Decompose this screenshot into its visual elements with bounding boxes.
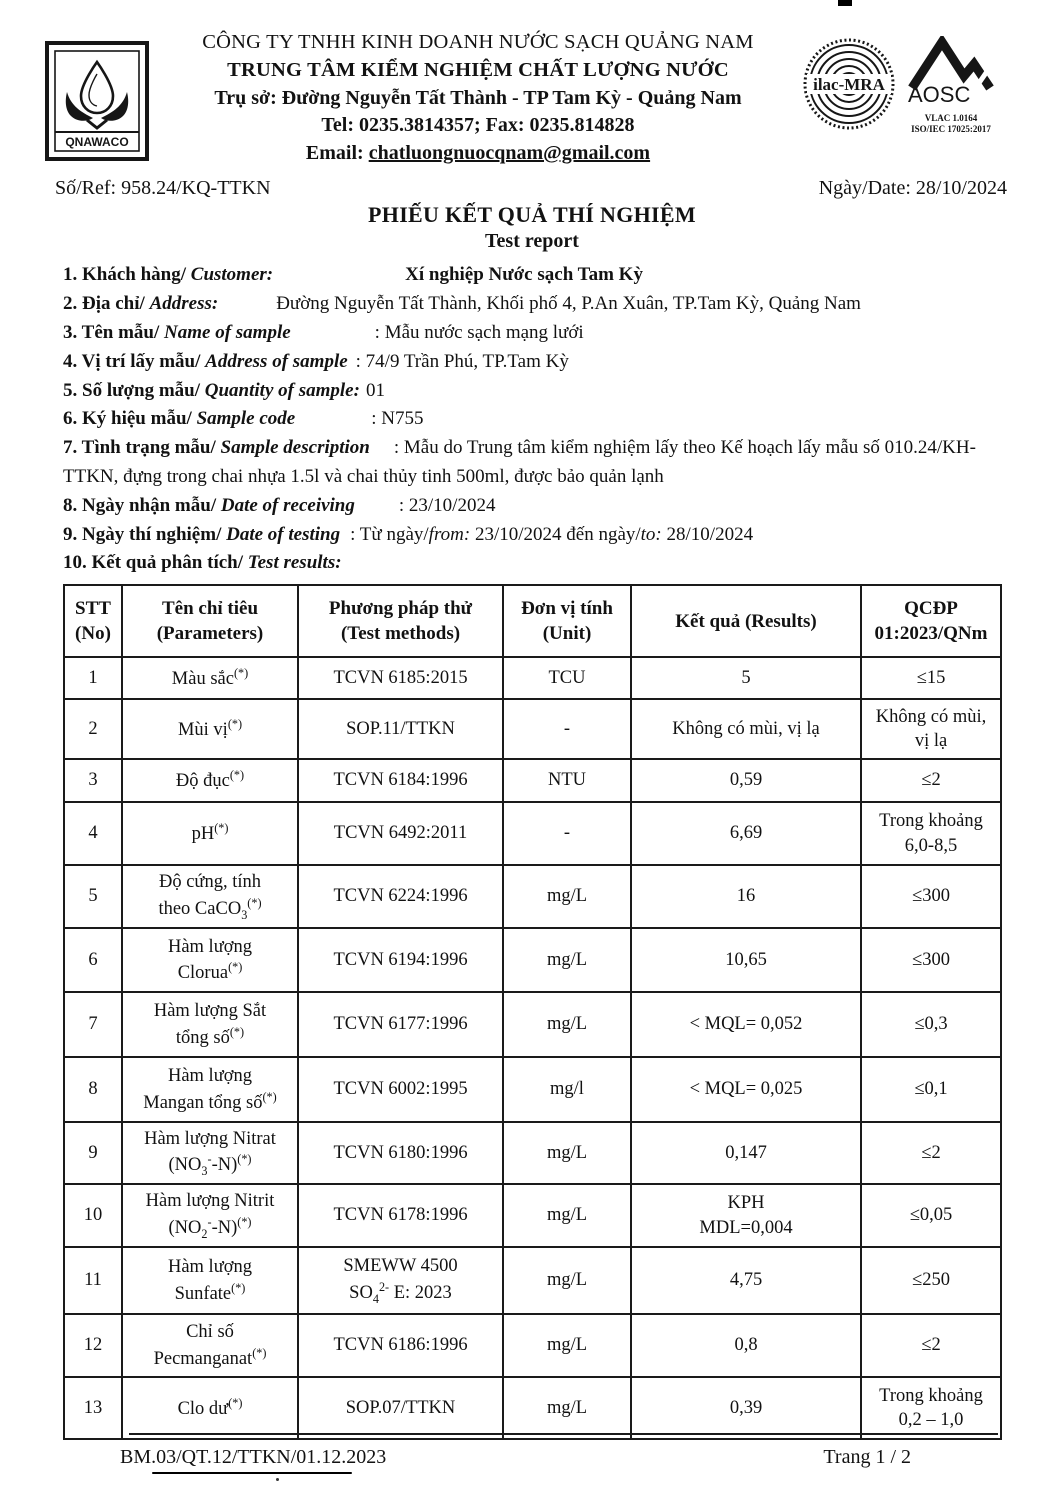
svg-text:ilac-MRA: ilac-MRA (813, 75, 885, 94)
cell-limit: ≤2 (861, 759, 1001, 802)
cell-parameter: Clo dư(*) (122, 1377, 298, 1439)
report-field (63, 405, 1001, 434)
field-text: 10. Kết quả phân tích/ (63, 552, 248, 574)
cell-result: Không có mùi, vị lạ (631, 699, 861, 759)
field-text: 9. Ngày thí nghiệm/ (63, 523, 227, 545)
report-field (63, 492, 1001, 521)
result-row (64, 1314, 1001, 1377)
cell-limit: ≤2 (861, 1314, 1001, 1377)
cell-limit: ≤2 (861, 1122, 1001, 1184)
report-field (63, 348, 1001, 377)
cell-stt: 1 (64, 657, 122, 699)
cell-result: 0,147 (631, 1122, 861, 1184)
cell-unit: mg/L (503, 928, 631, 992)
field-text: Đường Nguyễn Tất Thành, Khối phố 4, P.An Xuân, TP.Tam Kỳ, Quảng Nam (276, 293, 861, 315)
cell-limit: Trong khoảng 0,2 – 1,0 (861, 1377, 1001, 1439)
qnawaco-logo (43, 40, 155, 167)
cell-limit: ≤15 (861, 657, 1001, 699)
scan-artifact-line (152, 1472, 352, 1474)
cell-limit: Không có mùi, vị lạ (861, 699, 1001, 759)
cell-result: 4,75 (631, 1247, 861, 1314)
cell-parameter: Mùi vị(*) (122, 699, 298, 759)
field-text: 4. Vị trí lấy mẫu/ (63, 350, 206, 372)
field-text: Date of testing (226, 523, 341, 545)
cell-unit: NTU (503, 759, 631, 802)
cell-result: 10,65 (631, 928, 861, 992)
cell-parameter: Hàm lượng Clorua(*) (122, 928, 298, 992)
report-title-en: Test report (485, 230, 579, 253)
field-text: : Từ ngày/ (350, 523, 429, 545)
cell-parameter: Hàm lượng Sunfate(*) (122, 1247, 298, 1314)
results-table-body (64, 657, 1001, 1439)
col-header-stt: STT (No) (64, 585, 122, 657)
ilac-mra-logo (801, 36, 901, 141)
cell-stt: 12 (64, 1314, 122, 1377)
cell-unit: TCU (503, 657, 631, 699)
report-title-vi: PHIẾU KẾT QUẢ THÍ NGHIỆM (368, 202, 696, 228)
result-row (64, 759, 1001, 802)
report-field (63, 521, 1001, 550)
cell-stt: 5 (64, 865, 122, 928)
cell-method: TCVN 6002:1995 (298, 1057, 503, 1122)
cell-limit: ≤0,1 (861, 1057, 1001, 1122)
results-table-head (64, 585, 1001, 657)
report-ref-number: Số/Ref: 958.24/KQ-TTKN (55, 177, 271, 200)
cell-unit: mg/L (503, 1184, 631, 1247)
cell-result: 6,69 (631, 802, 861, 865)
field-text: 1. Khách hàng/ (63, 264, 191, 286)
field-text: Address: (149, 293, 219, 315)
cell-limit: ≤0,05 (861, 1184, 1001, 1247)
result-row (64, 992, 1001, 1057)
col-header-parameter: Tên chỉ tiêu (Parameters) (122, 585, 298, 657)
qnawaco-logo-icon (43, 40, 151, 162)
report-field (63, 261, 1001, 290)
field-text: 5. Số lượng mẫu/ (63, 379, 205, 401)
field-text: : N755 (371, 408, 424, 430)
cell-stt: 7 (64, 992, 122, 1057)
accreditation-logos (801, 36, 1001, 141)
aosc-vlac-code: VLAC 1.0164 (924, 113, 978, 123)
cell-result: 0,39 (631, 1377, 861, 1439)
cell-result: 0,59 (631, 759, 861, 802)
cell-method: TCVN 6177:1996 (298, 992, 503, 1057)
page-number: Trang 1 / 2 (823, 1446, 911, 1469)
report-date: Ngày/Date: 28/10/2024 (818, 177, 1007, 200)
field-text: : Mẫu nước sạch mạng lưới (374, 321, 584, 343)
report-title (63, 202, 1001, 253)
report-fields (63, 261, 1001, 578)
cell-method: TCVN 6492:2011 (298, 802, 503, 865)
result-row (64, 1377, 1001, 1439)
header-row (64, 585, 1001, 657)
scan-artifact-dot (276, 1478, 279, 1481)
cell-method: SOP.11/TTKN (298, 699, 503, 759)
document-header (63, 26, 1001, 167)
cell-method: SOP.07/TTKN (298, 1377, 503, 1439)
result-row (64, 657, 1001, 699)
cell-unit: mg/l (503, 1057, 631, 1122)
cell-result: 0,8 (631, 1314, 861, 1377)
field-text: Date of receiving (220, 494, 355, 516)
cell-stt: 8 (64, 1057, 122, 1122)
report-field (63, 319, 1001, 348)
aosc-iso-code: ISO/IEC 17025:2017 (911, 124, 991, 135)
field-text: from: (428, 523, 471, 545)
result-row (64, 1122, 1001, 1184)
report-field (63, 290, 1001, 319)
cell-parameter: Màu sắc(*) (122, 657, 298, 699)
field-text: Name of sample (164, 321, 291, 343)
cell-result: 16 (631, 865, 861, 928)
cell-unit: mg/L (503, 1122, 631, 1184)
form-code: BM.03/QT.12/TTKN/01.12.2023 (120, 1446, 387, 1469)
svg-text:QNAWACO: QNAWACO (65, 135, 129, 149)
cell-parameter: pH(*) (122, 802, 298, 865)
header-center (155, 28, 801, 167)
cell-parameter: Độ cứng, tính theo CaCO$_3$(*) (122, 865, 298, 928)
field-text: 28/10/2024 (661, 523, 754, 545)
results-table (63, 584, 1002, 1440)
cell-parameter: Hàm lượng Mangan tổng số(*) (122, 1057, 298, 1122)
field-text: 3. Tên mẫu/ (63, 321, 165, 343)
cell-result: KPH MDL=0,004 (631, 1184, 861, 1247)
field-text: : 74/9 Trần Phú, TP.Tam Kỳ (355, 350, 569, 372)
result-row (64, 865, 1001, 928)
cell-parameter: Độ đục(*) (122, 759, 298, 802)
cell-parameter: Chỉ số Pecmanganat(*) (122, 1314, 298, 1377)
cell-method: TCVN 6194:1996 (298, 928, 503, 992)
field-text: Address of sample (205, 350, 348, 372)
field-text: 2. Địa chỉ/ (63, 293, 150, 315)
cell-result: < MQL= 0,052 (631, 992, 861, 1057)
cell-stt: 2 (64, 699, 122, 759)
cell-stt: 10 (64, 1184, 122, 1247)
field-text: 8. Ngày nhận mẫu/ (63, 494, 221, 516)
cell-unit: - (503, 699, 631, 759)
cell-parameter: Hàm lượng Nitrat $(NO_3^--N)^{(*)}$ (122, 1122, 298, 1184)
report-field (63, 549, 1001, 578)
cell-limit: ≤300 (861, 928, 1001, 992)
cell-unit: mg/L (503, 1247, 631, 1314)
email-line (155, 140, 801, 168)
field-text: 6. Ký hiệu mẫu/ (63, 408, 197, 430)
cell-limit: Trong khoảng 6,0-8,5 (861, 802, 1001, 865)
result-row (64, 1184, 1001, 1247)
cell-stt: 9 (64, 1122, 122, 1184)
field-text: Test results: (247, 552, 342, 574)
company-name: CÔNG TY TNHH KINH DOANH NƯỚC SẠCH QUẢNG NAM (202, 31, 754, 53)
result-row (64, 802, 1001, 865)
cell-limit: ≤250 (861, 1247, 1001, 1314)
field-text: 7. Tình trạng mẫu/ (63, 437, 221, 459)
field-text: Sample code (196, 408, 296, 430)
cell-stt: 3 (64, 759, 122, 802)
cell-method: TCVN 6178:1996 (298, 1184, 503, 1247)
cell-method: TCVN 6185:2015 (298, 657, 503, 699)
cell-stt: 13 (64, 1377, 122, 1439)
center-name: TRUNG TÂM KIỂM NGHIỆM CHẤT LƯỢNG NƯỚC (227, 59, 729, 82)
result-row (64, 1247, 1001, 1314)
field-text: Customer: (190, 264, 274, 286)
field-text: Quantity of sample: (204, 379, 360, 401)
col-header-method: Phương pháp thử (Test methods) (298, 585, 503, 657)
svg-text:AOSC: AOSC (908, 82, 971, 107)
tel-fax-line: Tel: 0235.3814357; Fax: 0235.814828 (321, 114, 635, 137)
cell-stt: 4 (64, 802, 122, 865)
ilac-mra-icon (801, 36, 897, 136)
cell-parameter: Hàm lượng Sắt tổng số(*) (122, 992, 298, 1057)
cell-method: SMEWW 4500 $SO_4^{2-}$ E: 2023 (298, 1247, 503, 1314)
ref-date-row (55, 177, 1007, 200)
scan-artifact-mark (838, 0, 852, 6)
cell-limit: ≤300 (861, 865, 1001, 928)
cell-stt: 11 (64, 1247, 122, 1314)
email-address: chatluongnuocqnam@gmail.com (368, 141, 651, 164)
result-row (64, 699, 1001, 759)
field-text: 01 (365, 379, 385, 401)
result-row (64, 928, 1001, 992)
table-bottom-rule (129, 1433, 998, 1435)
report-field (63, 377, 1001, 406)
cell-parameter: Hàm lượng Nitrit $(NO_2^--N)^{(*)}$ (122, 1184, 298, 1247)
field-text: 23/10/2024 đến ngày/ (470, 523, 641, 545)
results-table-wrap (63, 584, 1001, 1440)
cell-limit: ≤0,3 (861, 992, 1001, 1057)
field-text: : 23/10/2024 (398, 494, 496, 516)
cell-method: TCVN 6184:1996 (298, 759, 503, 802)
report-field (63, 434, 1001, 492)
col-header-limit: QCĐP 01:2023/QNm (861, 585, 1001, 657)
field-text: Xí nghiệp Nước sạch Tam Kỳ (405, 264, 643, 286)
cell-unit: mg/L (503, 992, 631, 1057)
email-label: Email: (305, 141, 369, 164)
col-header-result: Kết quả (Results) (631, 585, 861, 657)
cell-unit: - (503, 802, 631, 865)
cell-result: 5 (631, 657, 861, 699)
field-text: : Mẫu do Trung tâm kiểm nghiệm lấy theo Kế hoạch lấy mẫu số 010.24/KH-TTKN, đựng trong chai nhựa 1.5l và chai thủy tinh 500ml, được bảo quản lạnh (63, 437, 976, 487)
address-line: Trụ sở: Đường Nguyễn Tất Thành - TP Tam Kỳ - Quảng Nam (214, 86, 742, 109)
cell-method: TCVN 6224:1996 (298, 865, 503, 928)
field-text: Sample description (220, 437, 370, 459)
cell-stt: 6 (64, 928, 122, 992)
aosc-icon (904, 36, 998, 108)
cell-unit: mg/L (503, 865, 631, 928)
result-row (64, 1057, 1001, 1122)
page-footer (63, 1446, 1001, 1469)
cell-unit: mg/L (503, 1314, 631, 1377)
aosc-logo (901, 36, 1001, 141)
cell-result: < MQL= 0,025 (631, 1057, 861, 1122)
aosc-accreditation-text (901, 113, 1001, 136)
cell-unit: mg/L (503, 1377, 631, 1439)
col-header-unit: Đơn vị tính (Unit) (503, 585, 631, 657)
field-text: to: (640, 523, 662, 545)
cell-method: TCVN 6180:1996 (298, 1122, 503, 1184)
cell-method: TCVN 6186:1996 (298, 1314, 503, 1377)
